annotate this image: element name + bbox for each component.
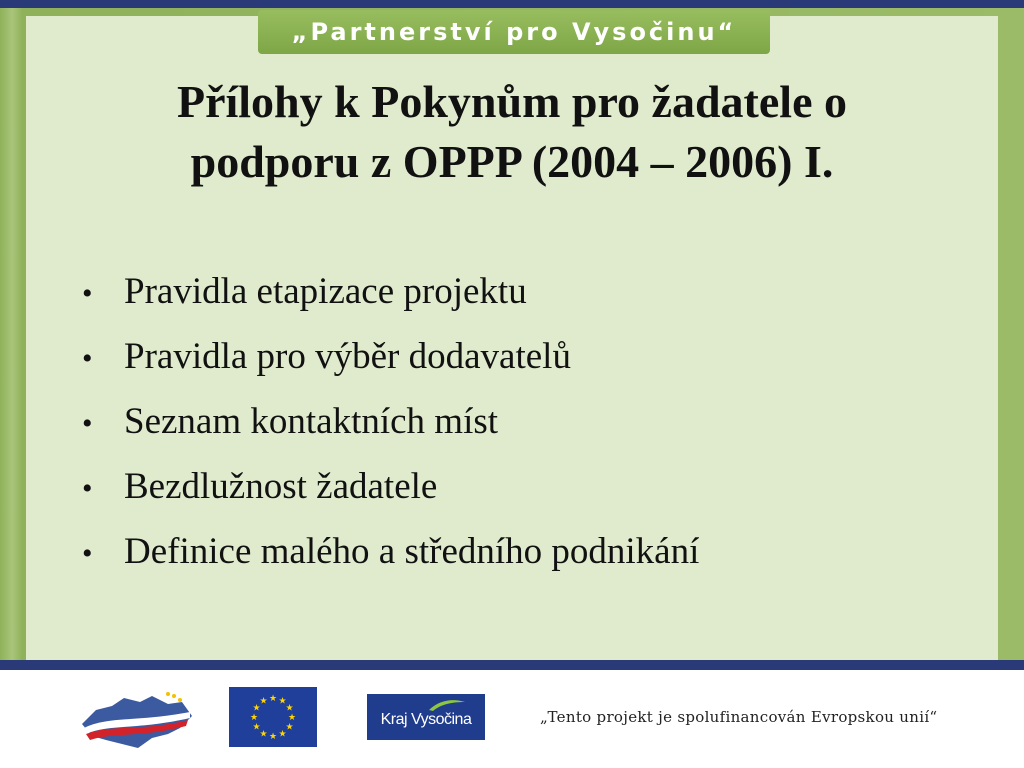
bullet-text: Pravidla pro výběr dodavatelů [124, 336, 571, 377]
slide-title-line-1: Přílohy k Pokynům pro žadatele o [176, 76, 847, 127]
eu-star-icon: ★ [252, 721, 261, 732]
eu-star-icon: ★ [259, 728, 268, 739]
eu-star-icon: ★ [278, 695, 287, 706]
bullet-item [82, 331, 962, 396]
czech-map-logo [78, 688, 196, 756]
bullet-item [82, 461, 962, 526]
eu-star-icon: ★ [285, 721, 294, 732]
bullet-text: Pravidla etapizace projektu [124, 271, 527, 312]
eu-star-icon: ★ [268, 693, 278, 703]
bullet-icon: • [82, 407, 93, 440]
eu-star-icon: ★ [268, 731, 278, 741]
slide-title-line-2: podporu z OPPP (2004 – 2006) I. [190, 135, 834, 187]
header-banner: „Partnerství pro Vysočinu“ [258, 10, 770, 54]
eu-star-icon: ★ [278, 728, 287, 739]
bullet-list [82, 266, 962, 591]
kraj-swoosh-icon [427, 698, 467, 712]
bullet-item [82, 526, 962, 591]
bullet-icon: • [82, 277, 93, 310]
kraj-logo-text: Kraj Vysočina [380, 711, 472, 728]
bullet-item [82, 266, 962, 331]
eu-star-icon: ★ [259, 695, 268, 706]
eu-funding-note: „Tento projekt je spolufinancován Evropskou unií“ [540, 708, 938, 726]
bullet-text: Bezdlužnost žadatele [124, 466, 438, 507]
eu-star-icon: ★ [252, 702, 261, 713]
slide-title [60, 72, 964, 192]
bullet-icon: • [82, 472, 93, 505]
bullet-icon: • [82, 342, 93, 375]
bottom-border-bar [0, 660, 1024, 670]
top-border-bar [0, 0, 1024, 8]
eu-star-icon: ★ [287, 712, 297, 722]
eu-star-icon: ★ [249, 712, 259, 722]
eu-flag-logo [229, 687, 317, 747]
footer [0, 670, 1024, 768]
kraj-vysocina-logo [367, 694, 485, 740]
bullet-icon: • [82, 537, 93, 570]
bullet-text: Seznam kontaktních míst [124, 401, 499, 442]
bullet-text: Definice malého a středního podnikání [124, 531, 700, 572]
bullet-item [82, 396, 962, 461]
eu-star-icon: ★ [285, 702, 294, 713]
